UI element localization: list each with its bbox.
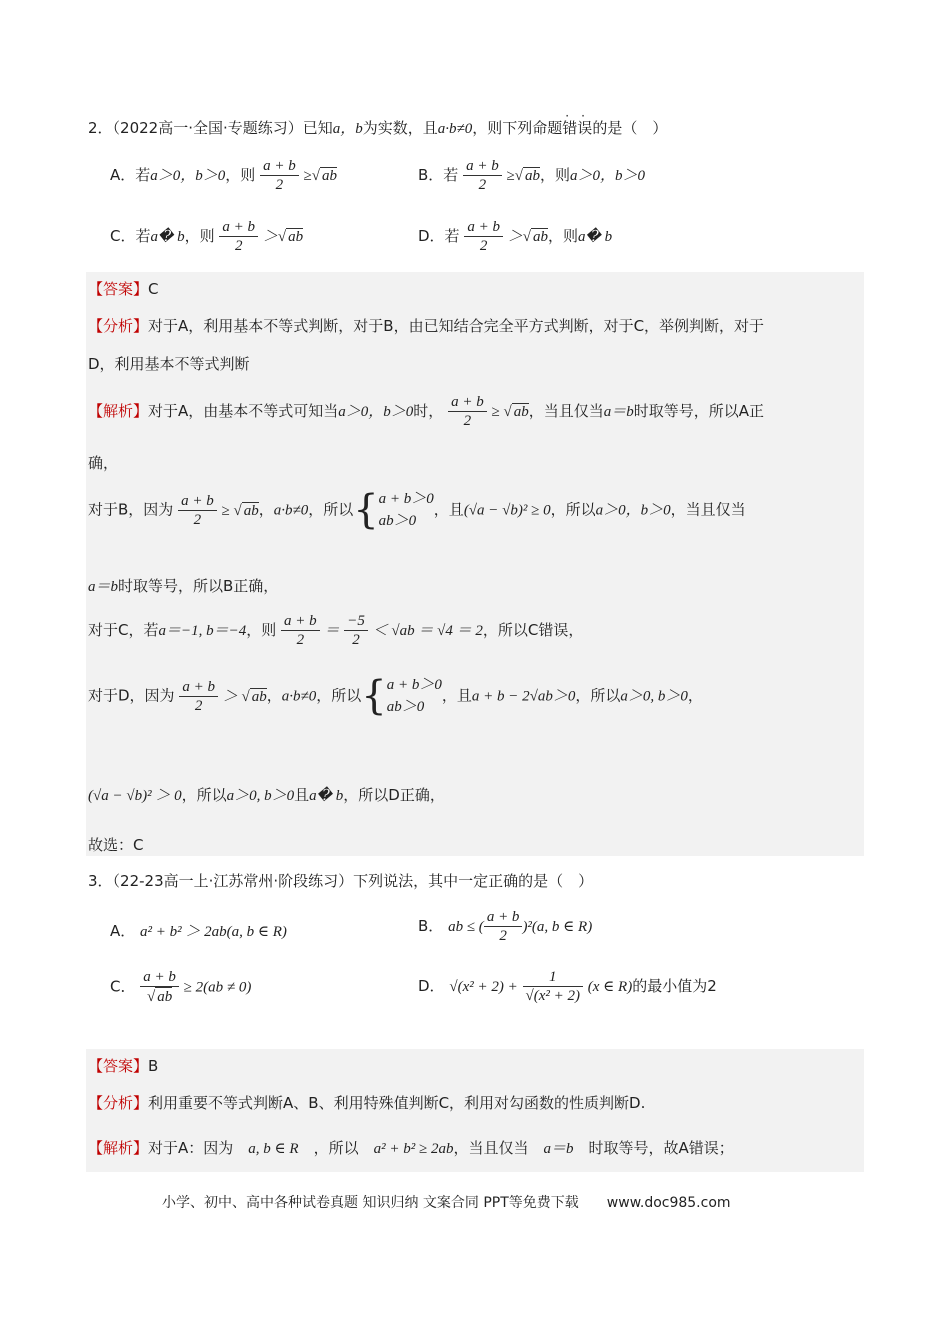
- q2-analysis-line1: 【分析】对于A，利用基本不等式判断，对于B，由已知结合完全平方式判断，对于C，举例判断，对于: [88, 317, 765, 335]
- question-3-stem: 3．（22-23高一上·江苏常州·阶段练习）下列说法，其中一定正确的是（ ）: [88, 872, 594, 890]
- q2-analysis-line2: D，利用基本不等式判断: [88, 355, 250, 373]
- q2-option-b: B．若 $\frac{a + b}{2}$ ≥√ ab，则a＞0，b＞0: [418, 158, 645, 193]
- q3-explain-line1: 【解析】对于A：因为 a, b ∈ R ，所以 a² + b² ≥ 2ab，当且仅当 a＝b 时取等号，故A错误；: [88, 1139, 734, 1157]
- q2-explain-line1-cont: 确，: [88, 454, 119, 472]
- q2-explain-line3: a＝b时取等号，所以B正确，: [88, 577, 279, 595]
- q3-analysis: 【分析】利用重要不等式判断A、B、利用特殊值判断C，利用对勾函数的性质判断D.: [88, 1094, 646, 1112]
- q3-option-a: A． a² + b² ＞ 2ab(a, b ∈ R): [110, 922, 287, 940]
- q2-explain-line6: (√a − √b)² ＞ 0，所以a＞0, b＞0且a� b，所以D正确，: [88, 786, 445, 804]
- q3-option-b: B． ab ≤ ( $\frac{a + b}{2}$ )²(a, b ∈ R): [418, 909, 593, 944]
- q2-explain-line2: 对于B，因为 $\frac{a + b}{2}$ ≥ √ ab，a·b≠0，所以{ a + b＞0 ab＞0 ，且(√a − √b)² ≥ 0，所以a＞0，b＞0，当且仅当: [88, 487, 746, 533]
- emphasis-dotted: 错误 · ·: [562, 109, 593, 137]
- emphasis-dots: · ·: [565, 109, 585, 123]
- q2-answer: 【答案】C: [88, 280, 159, 298]
- q2-option-a: A．若a＞0，b＞0，则 $\frac{a + b}{2}$ ≥√ ab: [110, 158, 337, 193]
- q2-option-d: D．若 $\frac{a + b}{2}$ ＞√ ab，则a� b: [418, 219, 613, 254]
- q2-option-c: C．若a� b，则 $\frac{a + b}{2}$ ＞√ ab: [110, 219, 304, 254]
- q2-explain-line1: 【解析】对于A，由基本不等式可知当a＞0，b＞0时， $\frac{a + b}{2}$ ≥ √ ab，当且仅当a＝b时取等号，所以A正: [88, 394, 765, 429]
- q2-explain-line4: 对于C，若a＝−1, b＝−4，则 $\frac{a + b}{2}$ ＝ $\frac{-5}{2}$ ＜ √ab ＝ √4 ＝ 2，所以C错误，: [88, 613, 584, 648]
- page-footer: 小学、初中、高中各种试卷真题 知识归纳 文案合同 PPT等免费下载 www.doc985.com: [162, 1195, 731, 1211]
- footer-site-link[interactable]: www.doc985.com: [606, 1195, 731, 1211]
- question-2-stem: 2．（2022高一·全国·专题练习）已知a，b为实数，且a·b≠0，则下列命题错误 · · 的是（ ）: [88, 109, 668, 137]
- q2-final-choice: 故选：C: [88, 836, 144, 854]
- q3-option-d: D． √(x² + 2) + $\frac{1}{\text{√(x² + 2)}}$ (x ∈ R)的最小值为2: [418, 969, 717, 1004]
- q2-explain-line5: 对于D，因为 $\frac{a + b}{2}$ ＞ √ ab，a·b≠0，所以{ a + b＞0 ab＞0 ，且a + b − 2√ab＞0，所以a＞0, b＞0，: [88, 673, 703, 719]
- q3-answer: 【答案】B: [88, 1057, 159, 1075]
- q3-option-c: C． $\frac{a + b}{√ ab}$ ≥ 2(ab ≠ 0): [110, 969, 252, 1005]
